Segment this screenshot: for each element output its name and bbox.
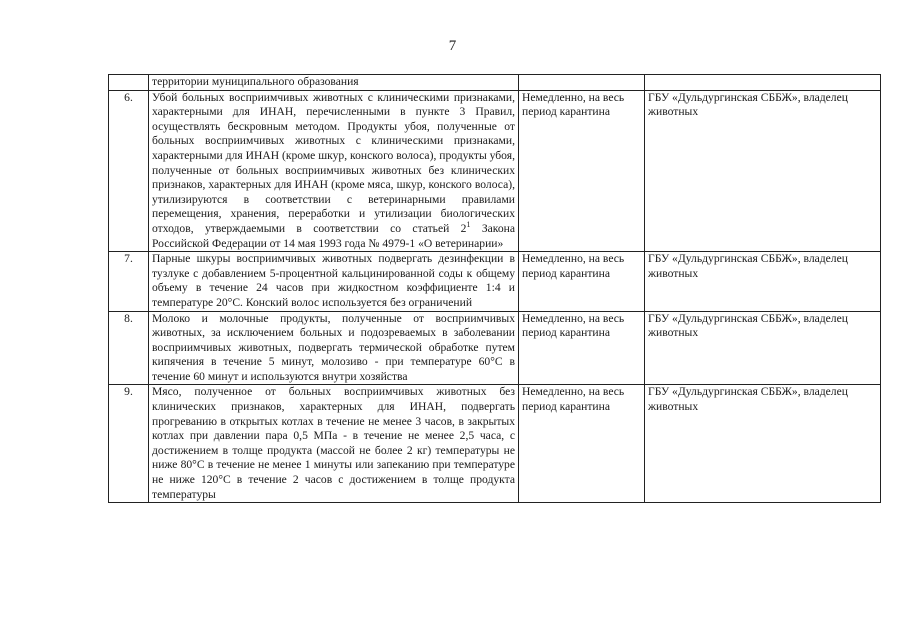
table-row bbox=[109, 75, 881, 91]
page-number: 7 bbox=[448, 38, 457, 54]
term-cell: Немедленно, на весь период карантина bbox=[519, 385, 645, 503]
table-row bbox=[109, 90, 881, 252]
term-cell: Немедленно, на весь период карантина bbox=[519, 90, 645, 252]
table-row bbox=[109, 311, 881, 385]
measure-cell: Мясо, полученное от больных восприимчивых животных без клинических признаков, характерных для ИНАН, подвергать прогреванию в открытых котлах в течение не менее 3 часов, в закрытых котлах при давлении пара 0,5 МПа - в течение не менее 2,5 часа, с достижением в толще продукта (массой не более 2 кг) температуры не ниже 80°С в течение не менее 1 минуты или запеканию при температуре не ниже 120°С в течение 2 часов с достижением в толще продукта температуры bbox=[149, 385, 519, 503]
row-number-cell: 9. bbox=[109, 385, 149, 503]
responsible-cell: ГБУ «Дульдургинская СББЖ», владелец животных bbox=[645, 252, 881, 311]
table-row bbox=[109, 252, 881, 311]
table-row bbox=[109, 385, 881, 503]
measure-cell: территории муниципального образования bbox=[149, 75, 519, 91]
row-number-cell: 6. bbox=[109, 90, 149, 252]
row-number-cell: 7. bbox=[109, 252, 149, 311]
responsible-cell: ГБУ «Дульдургинская СББЖ», владелец животных bbox=[645, 311, 881, 385]
responsible-cell bbox=[645, 75, 881, 91]
measure-text: Убой больных восприимчивых животных с клиническими признаками, характерными для ИНАН, перечисленными в пункте 3 Правил, осуществлять бескровным методом. Продукты убоя, полученные от больных восприимчивых животных с клиническими признаками, характерными для ИНАН (кроме шкур, конского волоса), продукты убоя, полученные от больных восприимчивых животных без клинических признаков, характерных для ИНАН (кроме мяса, шкур, конского волоса), утилизируются в соответствии с ветеринарными правилами перемещения, хранения, переработки и утилизации биологических отходов, утверждаемыми в соответствии со статьей 2 bbox=[152, 90, 515, 235]
responsible-cell: ГБУ «Дульдургинская СББЖ», владелец животных bbox=[645, 90, 881, 252]
row-number-cell: 8. bbox=[109, 311, 149, 385]
measure-text: Закона Российской Федерации от 14 мая 1993 года № 4979-1 «О ветеринарии» bbox=[152, 221, 515, 250]
term-cell: Немедленно, на весь период карантина bbox=[519, 252, 645, 311]
responsible-cell: ГБУ «Дульдургинская СББЖ», владелец животных bbox=[645, 385, 881, 503]
measure-cell: Молоко и молочные продукты, полученные от восприимчивых животных, за исключением больных и подозреваемых в заболевании восприимчивых животных, подвергать термической обработке путем кипячения в течение 5 минут, молозиво - при температуре 60°С в течение 60 минут и используются внутри хозяйства bbox=[149, 311, 519, 385]
row-number-cell bbox=[109, 75, 149, 91]
term-cell: Немедленно, на весь период карантина bbox=[519, 311, 645, 385]
article-superscript: 1 bbox=[466, 220, 471, 230]
measures-table bbox=[108, 74, 881, 503]
term-cell bbox=[519, 75, 645, 91]
measure-cell bbox=[149, 90, 519, 252]
measure-cell: Парные шкуры восприимчивых животных подвергать дезинфекции в тузлуке с добавлением 5-процентной кальцинированной соды к общему объему в течение 24 часов при жидкостном коэффициенте 1:4 и температуре 20°С. Конский волос используется без ограничений bbox=[149, 252, 519, 311]
